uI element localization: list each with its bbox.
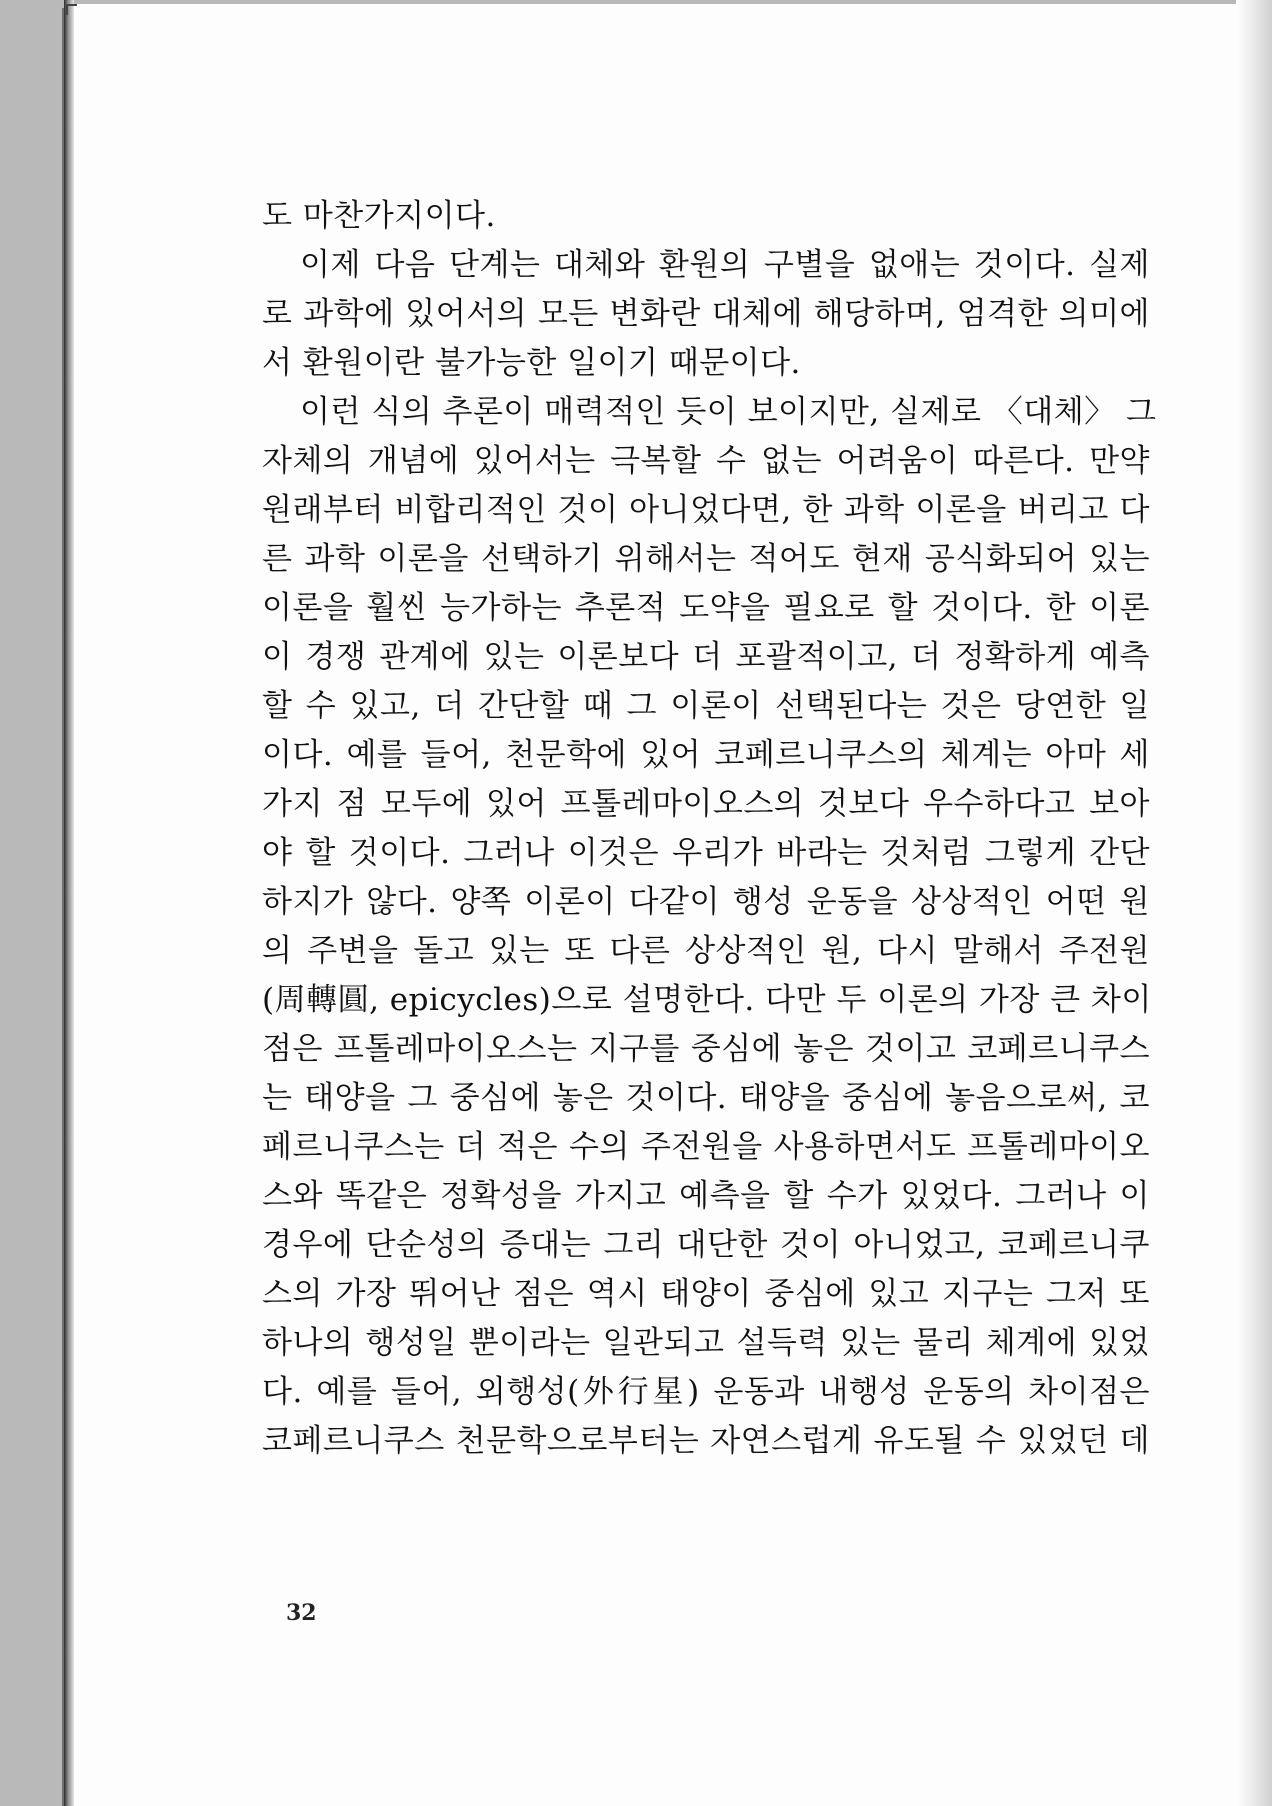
text-line: 원래부터 비합리적인 것이 아니었다면, 한 과학 이론을 버리고 다 bbox=[262, 492, 1150, 528]
page-number: 32 bbox=[286, 1600, 317, 1626]
text-line: 가지 점 모두에 있어 프톨레마이오스의 것보다 우수하다고 보아 bbox=[262, 786, 1150, 822]
text-line: 하나의 행성일 뿐이라는 일관되고 설득력 있는 물리 체계에 있었 bbox=[262, 1325, 1150, 1361]
text-line: 서 환원이란 불가능한 일이기 때문이다. bbox=[262, 345, 801, 381]
corner-mark bbox=[66, 4, 77, 15]
text-line: 다. 예를 들어, 외행성(外行星) 운동과 내행성 운동의 차이점은 bbox=[262, 1374, 1150, 1410]
text-line: 스의 가장 뛰어난 점은 역시 태양이 중심에 있고 지구는 그저 또 bbox=[262, 1276, 1150, 1312]
text-line: 이 경쟁 관계에 있는 이론보다 더 포괄적이고, 더 정확하게 예측 bbox=[262, 639, 1150, 675]
text-line: (周轉圓, epicycles)으로 설명한다. 다만 두 이론의 가장 큰 차이 bbox=[262, 982, 1152, 1018]
text-line: 점은 프톨레마이오스는 지구를 중심에 놓은 것이고 코페르니쿠스 bbox=[262, 1031, 1150, 1067]
text-line: 는 태양을 그 중심에 놓은 것이다. 태양을 중심에 놓음으로써, 코 bbox=[262, 1080, 1150, 1116]
text-line: 코페르니쿠스 천문학으로부터는 자연스럽게 유도될 수 있었던 데 bbox=[262, 1423, 1150, 1459]
text-line: 경우에 단순성의 증대는 그리 대단한 것이 아니었고, 코페르니쿠 bbox=[262, 1227, 1150, 1263]
page-right-edge bbox=[1236, 0, 1272, 1806]
text-line: 이론을 훨씬 능가하는 추론적 도약을 필요로 할 것이다. 한 이론 bbox=[262, 590, 1150, 626]
text-line: 로 과학에 있어서의 모든 변화란 대체에 해당하며, 엄격한 의미에 bbox=[262, 296, 1150, 332]
text-line: 이제 다음 단계는 대체와 환원의 구별을 없애는 것이다. 실제 bbox=[300, 247, 1150, 283]
text-line: 이런 식의 추론이 매력적인 듯이 보이지만, 실제로 〈대체〉 그 bbox=[300, 394, 1157, 430]
text-line: 의 주변을 돌고 있는 또 다른 상상적인 원, 다시 말해서 주전원 bbox=[262, 933, 1150, 969]
text-line: 도 마찬가지이다. bbox=[262, 198, 496, 234]
text-line: 할 수 있고, 더 간단할 때 그 이론이 선택된다는 것은 당연한 일 bbox=[262, 688, 1150, 724]
text-line: 스와 똑같은 정확성을 가지고 예측을 할 수가 있었다. 그러나 이 bbox=[262, 1178, 1150, 1214]
text-line: 이다. 예를 들어, 천문학에 있어 코페르니쿠스의 체계는 아마 세 bbox=[262, 737, 1150, 773]
text-line: 른 과학 이론을 선택하기 위해서는 적어도 현재 공식화되어 있는 bbox=[262, 541, 1150, 577]
text-line: 하지가 않다. 양쪽 이론이 다같이 행성 운동을 상상적인 어떤 원 bbox=[262, 884, 1150, 920]
text-line: 야 할 것이다. 그러나 이것은 우리가 바라는 것처럼 그렇게 간단 bbox=[262, 835, 1150, 871]
text-line: 자체의 개념에 있어서는 극복할 수 없는 어려움이 따른다. 만약 bbox=[262, 443, 1150, 479]
page-binding-edge bbox=[64, 0, 74, 1806]
body-text bbox=[262, 192, 1157, 1466]
text-line: 페르니쿠스는 더 적은 수의 주전원을 사용하면서도 프톨레마이오 bbox=[262, 1129, 1150, 1165]
